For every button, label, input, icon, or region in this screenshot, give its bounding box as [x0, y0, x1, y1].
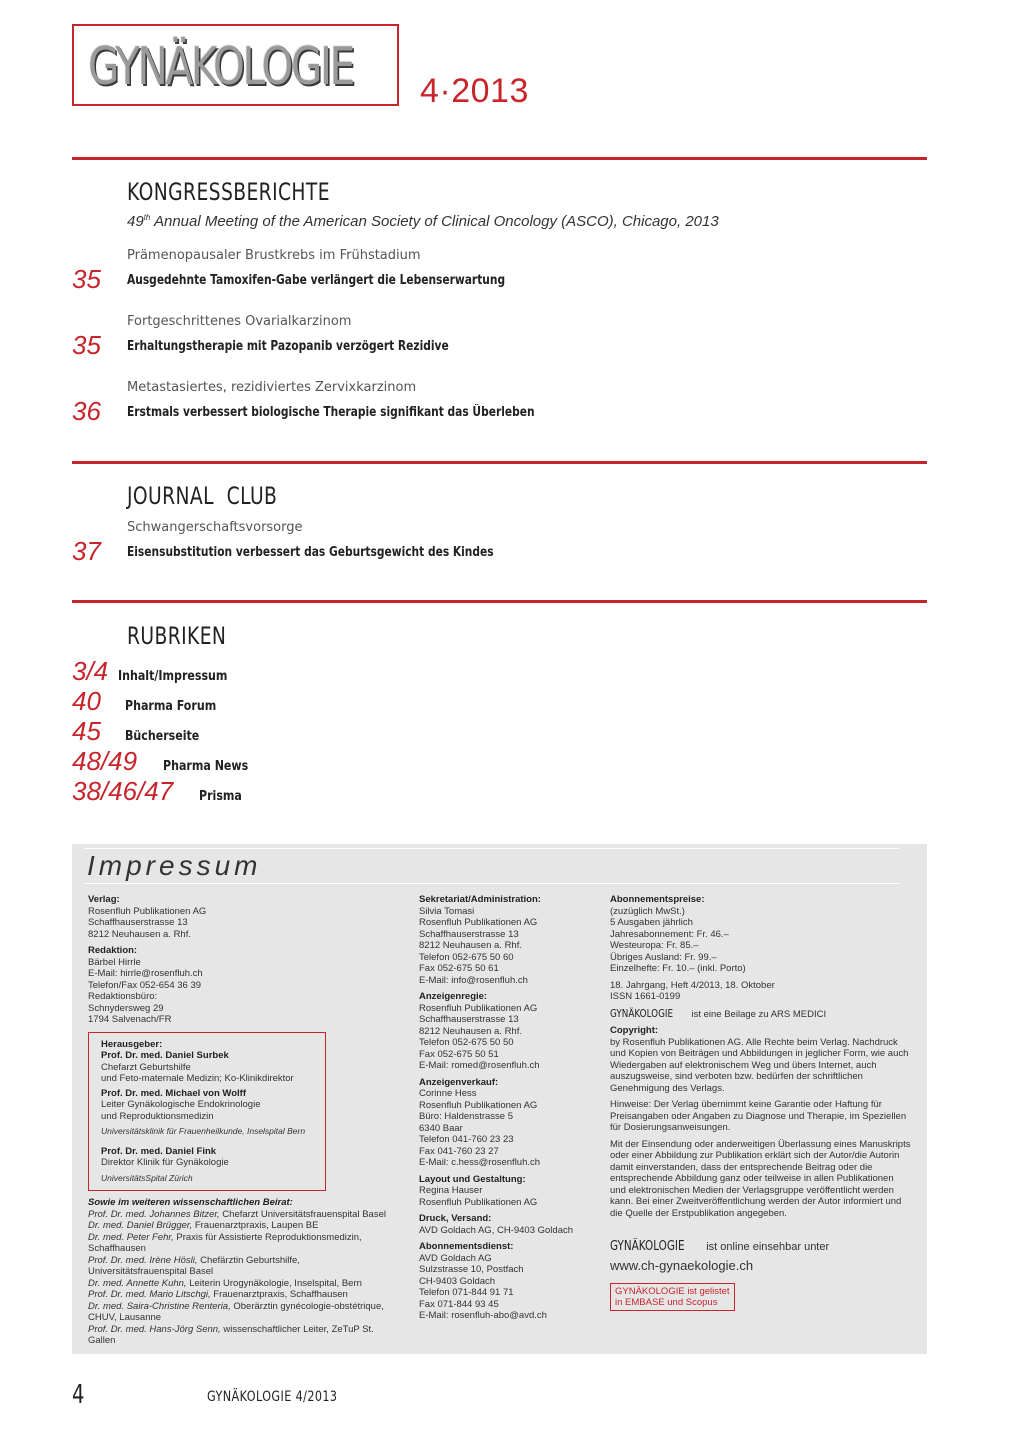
redaktion-line: Telefon/Fax 052-654 36 39: [88, 979, 202, 991]
rubrik-page-number: 45: [72, 716, 101, 746]
toc-page-number: 37: [72, 536, 101, 566]
impressum-column-3: [610, 894, 912, 1311]
redaktion-line: 1794 Salvenach/FR: [88, 1014, 172, 1025]
editors-box: [88, 1032, 326, 1192]
toc-page-number: 35: [72, 330, 101, 360]
rubrik-label: Pharma News: [163, 759, 249, 774]
hinweis-text: Hinweise: Der Verlag übernimmt keine Garantie oder Haftung für Preisangaben oder Angaben zu Diagnose und Therapie, im Speziellen für Dosierungsanweisungen.: [610, 1099, 907, 1133]
editor-institution: Universitätsklinik für Frauenheilkunde, Inselspital Bern: [101, 1126, 306, 1136]
footer-page-number: 4: [72, 1380, 85, 1410]
editor-role: und Feto-maternale Medizin; Ko-Klinikdirektor: [101, 1073, 294, 1084]
redaktion-heading: Redaktion:: [88, 945, 138, 956]
rubrik-label: Prisma: [199, 789, 243, 804]
rubrik-entry[interactable]: [72, 656, 247, 686]
beilage-line: GYNÄKOLOGIE ist eine Beilage zu ARS MEDICI: [610, 1006, 827, 1020]
toc-headline: Erstmals verbessert biologische Therapie signifikant das Überleben: [127, 405, 535, 420]
verlag-line: Rosenfluh Publikationen AG: [88, 905, 207, 917]
anzeigenregie-block: Anzeigenregie: Rosenfluh Publikationen AG Schaffhauserstrasse 13 8212 Neuhausen a. Rhf. Telefon 052-675 50 50 Fax 052-675 50 51 E-Mail: romed@rosenfluh.ch: [419, 991, 540, 1071]
online-line: GYNÄKOLOGIE ist online einsehbar unter: [610, 1239, 830, 1254]
editor-role: und Reproduktionsmedizin: [101, 1110, 214, 1122]
redaktion-line: Schnydersweg 29: [88, 1002, 164, 1014]
verlag-heading: Verlag:: [88, 894, 120, 905]
toc-page-number: 36: [72, 396, 101, 426]
sekretariat-block: Sekretariat/Administration: Silvia Tomasi Rosenfluh Publikationen AG Schaffhauserstrasse 13 8212 Neuhausen a. Rhf. Telefon 052-675 50 60 Fax 052-675 50 61 E-Mail: info@rosenfluh.ch: [419, 894, 541, 986]
verlag-line: 8212 Neuhausen a. Rhf.: [88, 928, 191, 940]
beirat-member: Prof. Dr. med. Irène Hösli, Chefärztin Geburtshilfe, Universitätsfrauenspital Basel: [88, 1254, 300, 1277]
issue-number: 4·2013: [420, 72, 529, 110]
toc-kicker: Fortgeschrittenes Ovarialkarzinom: [127, 314, 352, 329]
rubrik-label: Bücherseite: [124, 729, 200, 744]
section-subtitle: 49th Annual Meeting of the American Society of Clinical Oncology (ASCO), Chicago, 2013: [127, 213, 719, 230]
toc-entry[interactable]: [72, 314, 872, 372]
toc-entry[interactable]: [72, 380, 872, 438]
abo-block: Abonnementspreise: (zuzüglich MwSt.) 5 Ausgaben jährlich Jahresabonnement: Fr. 46.– Westeuropa: Fr. 85.– Übriges Ausland: Fr. 99.– Einzelhefte: Fr. 10.– (inkl. Porto): [610, 894, 746, 974]
embase-badge: GYNÄKOLOGIE ist gelistet in EMBASE und Scopus: [610, 1283, 735, 1311]
section-title-rubriken: RUBRIKEN: [127, 622, 227, 650]
editor-role: Leiter Gynäkologische Endokrinologie: [101, 1099, 261, 1110]
editor-institution: UniversitätsSpital Zürich: [101, 1172, 193, 1183]
section-title-journal-club: JOURNAL CLUB: [127, 482, 278, 510]
impressum-column-2: [419, 894, 599, 1327]
toc-page-number: 35: [72, 264, 101, 294]
verlag-line: Schaffhauserstrasse 13: [88, 917, 188, 928]
rubrik-label: Pharma Forum: [124, 699, 217, 714]
beirat-member: Prof. Dr. med. Hans-Jörg Senn, wissenschaftlicher Leiter, ZeTuP St. Gallen: [88, 1323, 374, 1346]
editor-role: Direktor Klinik für Gynäkologie: [101, 1157, 229, 1168]
toc-kicker: Metastasiertes, rezidiviertes Zervixkarzinom: [127, 380, 417, 395]
herausgeber-heading: Herausgeber:: [101, 1038, 163, 1050]
rubrik-label: Inhalt/Impressum: [118, 669, 228, 684]
editor-name: Prof. Dr. med. Michael von Wolff: [101, 1087, 246, 1099]
journal-logo: GYNÄKOLOGIE: [88, 37, 353, 97]
rubrik-page-number: 48/49: [72, 746, 138, 776]
beirat-member: Dr. med. Saira-Christine Renteria, Oberärztin gynécologie-obstétrique, CHUV, Lausanne: [88, 1300, 384, 1323]
rubrik-page-number: 3/4: [72, 656, 109, 686]
editor-role: Chefarzt Geburtshilfe: [101, 1061, 191, 1073]
section-divider: [72, 157, 927, 160]
beirat-heading: Sowie im weiteren wissenschaftlichen Beirat:: [88, 1197, 293, 1208]
section-divider: [72, 600, 927, 603]
beirat-member: Dr. med. Peter Fehr, Praxis für Assistierte Reproduktionsmedizin, Schaffhausen: [88, 1231, 362, 1254]
rubrik-entry[interactable]: [72, 686, 232, 716]
section-title-kongressberichte: KONGRESSBERICHTE: [127, 178, 330, 206]
druck-block: Druck, Versand: AVD Goldach AG, CH-9403 Goldach: [419, 1213, 574, 1236]
copyright-block: Copyright: by Rosenfluh Publikationen AG. Alle Rechte beim Verlag. Nachdruck und Kopien von Beiträgen und Abbildungen in jeglicher Form, wie auch Wiedergaben auf elektronischem Weg und übers Internet, auch auszugsweise, sind verboten bzw. bedürfen der schriftlichen Genehmigung des Verlags.: [610, 1025, 909, 1094]
impressum-column-1: [88, 894, 398, 1347]
rubrik-page-number: 40: [72, 686, 101, 716]
impressum-rule: [84, 883, 899, 884]
toc-kicker: Prämenopausaler Brustkrebs im Frühstadium: [127, 248, 421, 263]
toc-entry[interactable]: [72, 248, 872, 306]
rubrik-entry[interactable]: [72, 716, 212, 746]
masthead-box: [72, 24, 399, 106]
rubrik-page-number: 38/46/47: [72, 776, 174, 806]
toc-entry[interactable]: [72, 520, 872, 578]
beirat-member: Prof. Dr. med. Mario Litschgi, Frauenarztpraxis, Schaffhausen: [88, 1289, 348, 1300]
anzeigenverkauf-block: Anzeigenverkauf: Corinne Hess Rosenfluh Publikationen AG Büro: Haldenstrasse 5 6340 Baar Telefon 041-760 23 23 Fax 041-760 23 27 E-Mail: c.hess@rosenfluh.ch: [419, 1076, 541, 1168]
impressum-title: Impressum: [87, 850, 262, 881]
beirat-member: Prof. Dr. med. Johannes Bitzer, Chefarzt Universitätsfrauenspital Basel: [88, 1208, 386, 1220]
beirat-member: Dr. med. Annette Kuhn, Leiterin Urogynäkologie, Inselspital, Bern: [88, 1277, 362, 1289]
editor-name: Prof. Dr. med. Daniel Fink: [101, 1145, 217, 1157]
jahrgang-block: 18. Jahrgang, Heft 4/2013, 18. Oktober ISSN 1661-0199: [610, 979, 775, 1002]
rubrik-entry[interactable]: [72, 776, 250, 806]
beirat-member: Dr. med. Daniel Brügger, Frauenarztpraxis, Laupen BE: [88, 1220, 319, 1231]
toc-kicker: Schwangerschaftsvorsorge: [127, 520, 303, 535]
toc-headline: Erhaltungstherapie mit Pazopanib verzögert Rezidive: [127, 339, 449, 354]
section-divider: [72, 461, 927, 464]
footer-journal-name: GYNÄKOLOGIE 4/2013: [207, 1389, 338, 1405]
einsendung-text: Mit der Einsendung oder anderweitigen Überlassung eines Manuskripts oder einer Abbildung zur Publikation erklärt sich der Autor/die Autorin damit einverstanden, dass der entsprechende Beitrag oder die entsprechende Abbildung ganz oder teilweise in allen Publikationen und elektronischen Medien der Verlagsgruppe veröffentlicht werden kann. Bei einer Zweitveröffentlichung werden der Autor informiert und die Quelle der Erstpublikation angegeben.: [610, 1138, 911, 1219]
toc-headline: Eisensubstitution verbessert das Geburtsgewicht des Kindes: [127, 545, 494, 560]
redaktion-line: Redaktionsbüro:: [88, 991, 158, 1002]
impressum-box: [72, 844, 927, 1354]
redaktion-email[interactable]: E-Mail: hirrle@rosenfluh.ch: [88, 968, 203, 979]
toc-headline: Ausgedehnte Tamoxifen-Gabe verlängert die Lebenserwartung: [127, 273, 506, 288]
redaktion-line: Bärbel Hirrle: [88, 956, 141, 968]
impressum-rule: [84, 848, 899, 849]
editor-name: Prof. Dr. med. Daniel Surbek: [101, 1050, 229, 1061]
journal-url-link[interactable]: www.ch-gynaekologie.ch: [610, 1258, 754, 1273]
rubrik-entry[interactable]: [72, 746, 263, 776]
layout-block: Layout und Gestaltung: Regina Hauser Rosenfluh Publikationen AG: [419, 1173, 538, 1208]
abonnementsdienst-block: Abonnementsdienst: AVD Goldach AG Sulzstrasse 10, Postfach CH-9403 Goldach Telefon 071-844 91 71 Fax 071-844 93 45 E-Mail: rosenfluh-abo@avd.ch: [419, 1241, 547, 1321]
